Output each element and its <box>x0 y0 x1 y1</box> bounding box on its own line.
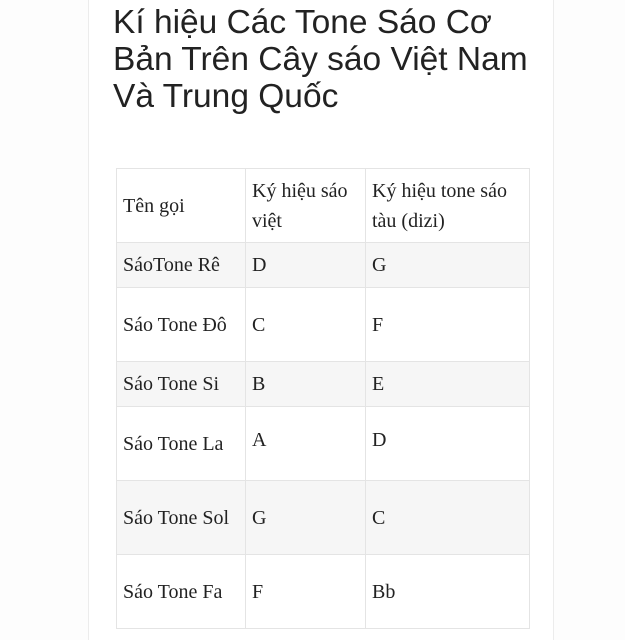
tone-name: Sáo Tone Sol <box>117 481 246 555</box>
dizi-symbol: Bb <box>366 555 530 629</box>
viet-symbol: D <box>246 243 366 288</box>
tone-name: SáoTone Rê <box>117 243 246 288</box>
flute-tone-table <box>116 168 530 629</box>
tone-name: Sáo Tone Fa <box>117 555 246 629</box>
article-page <box>88 0 554 640</box>
dizi-symbol: E <box>366 362 530 407</box>
table-row <box>117 243 530 288</box>
dizi-symbol: D <box>366 407 530 481</box>
viet-symbol: A <box>246 407 366 481</box>
table-header-row <box>117 169 530 243</box>
table-row <box>117 555 530 629</box>
header-dizi-symbol: Ký hiệu tone sáo tàu (dizi) <box>366 169 530 243</box>
table-row <box>117 407 530 481</box>
viet-symbol: F <box>246 555 366 629</box>
tone-name: Sáo Tone La <box>117 407 246 481</box>
viet-symbol: C <box>246 288 366 362</box>
tone-name: Sáo Tone Đô <box>117 288 246 362</box>
viet-symbol: G <box>246 481 366 555</box>
tone-name: Sáo Tone Si <box>117 362 246 407</box>
dizi-symbol: F <box>366 288 530 362</box>
dizi-symbol: G <box>366 243 530 288</box>
header-viet-symbol: Ký hiệu sáo việt <box>246 169 366 243</box>
dizi-symbol: C <box>366 481 530 555</box>
header-name: Tên gọi <box>117 169 246 243</box>
table-row <box>117 288 530 362</box>
article-title: Kí hiệu Các Tone Sáo Cơ Bản Trên Cây sáo Việt Nam Và Trung Quốc <box>113 4 528 115</box>
table-row <box>117 362 530 407</box>
viet-symbol: B <box>246 362 366 407</box>
table-row <box>117 481 530 555</box>
